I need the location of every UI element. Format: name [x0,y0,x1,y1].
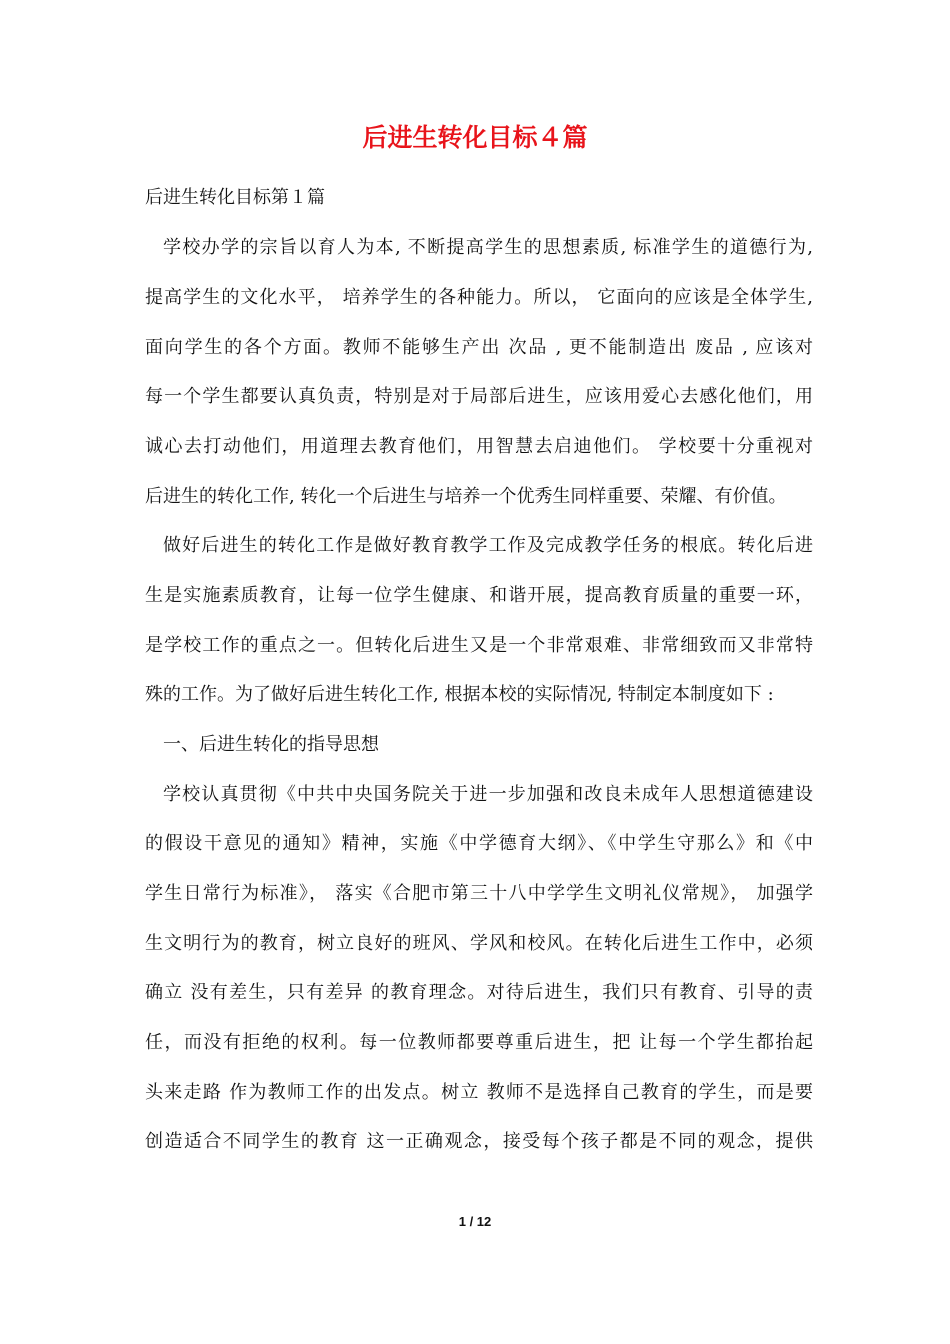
paragraph-line: 头来走路 作为教师工作的出发点。树立 教师不是选择自己教育的学生，而是要 [145,1082,813,1103]
paragraph-line: 诚心去打动他们，用道理去教育他们，用智慧去启迪他们。 学校要十分重视对 [145,436,813,457]
paragraph-line: 学校认真贯彻《中共中央国务院关于进一步加强和改良未成年人思想道德建设 [163,784,813,805]
paragraph-line: 是学校工作的重点之一。但转化后进生又是一个非常艰难、非常细致而又非常特 [145,635,813,656]
paragraph-line: 学生日常行为标准》， 落实《合肥市第三十八中学学生文明礼仪常规》， 加强学 [145,883,813,904]
paragraph-line: 生文明行为的教育，树立良好的班风、学风和校风。在转化后进生工作中，必须 [145,933,813,954]
paragraph-line: 的假设干意见的通知》精神，实施《中学德育大纲》、《中学生守那么》和《中 [145,833,813,854]
paragraph-line: 每一个学生都要认真负责，特别是对于局部后进生，应该用爱心去感化他们，用 [145,386,813,407]
paragraph-line: 任，而没有拒绝的权利。每一位教师都要尊重后进生，把 让每一个学生都抬起 [145,1032,813,1053]
page-number: 1 / 12 [458,1214,492,1229]
paragraph-line: 提高学生的文化水平， 培养学生的各种能力。所以， 它面向的应该是全体学生, [145,287,813,308]
section-heading: 后进生转化目标第１篇 [145,187,325,208]
paragraph-line: 后进生的转化工作, 转化一个后进生与培养一个优秀生同样重要、荣耀、有价值。 [145,486,787,507]
section-subheading: 一、后进生转化的指导思想 [163,734,379,755]
paragraph-line: 做好后进生的转化工作是做好教育教学工作及完成教学任务的根底。转化后进 [163,535,813,556]
paragraph-line: 创造适合不同学生的教育 这一正确观念，接受每个孩子都是不同的观念，提供 [145,1131,813,1152]
document-title: 后进生转化目标４篇 [362,123,588,152]
paragraph-line: 确立 没有差生，只有差异 的教育理念。对待后进生，我们只有教育、引导的责 [145,982,813,1003]
paragraph-line: 面向学生的各个方面。教师不能够生产出 次品 , 更不能制造出 废品 , 应该对 [145,337,813,358]
paragraph-line: 殊的工作。为了做好后进生转化工作, 根据本校的实际情况, 特制定本制度如下 : [145,684,774,705]
paragraph-line: 学校办学的宗旨以育人为本, 不断提高学生的思想素质, 标准学生的道德行为, [163,237,813,258]
paragraph-line: 生是实施素质教育，让每一位学生健康、和谐开展，提高教育质量的重要一环， [145,585,813,606]
